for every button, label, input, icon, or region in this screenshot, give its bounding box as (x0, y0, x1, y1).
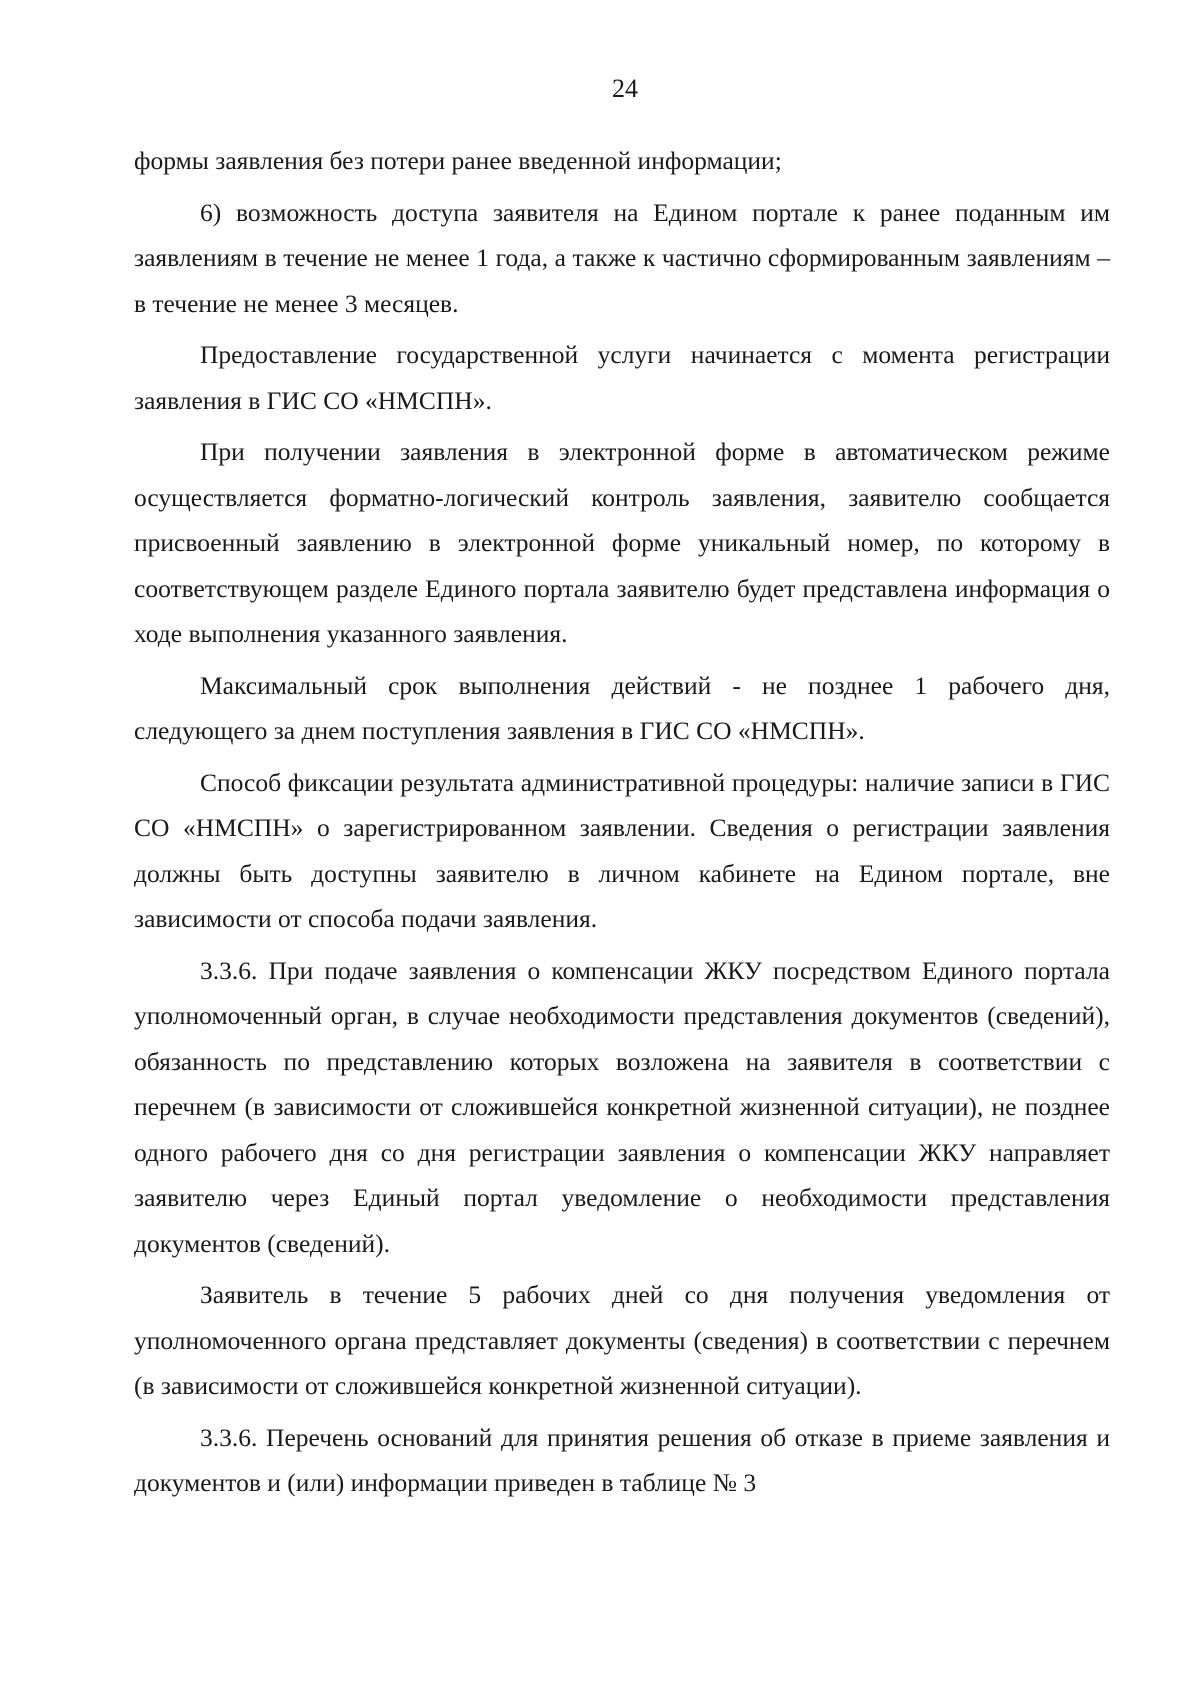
paragraph-applicant-deadline: Заявитель в течение 5 рабочих дней со дня получения уведомления от уполномоченного органа представляет документы (сведения) в соответствии с перечнем (в зависимости от сложившейся конкретной жизненной ситуации). (134, 1280, 1110, 1400)
paragraph-electronic-form: При получении заявления в электронной форме в автоматическом режиме осуществляется форматно-логический контроль заявления, заявителю сообщается присвоенный заявлению в электронной форме уникальный номер, по которому в соответствующем разделе Единого портала заявителю будет представлена информация о ходе выполнения указанного заявления. (134, 437, 1110, 648)
page-number: 24 (612, 74, 638, 103)
paragraph-section-3-3-6-refusal: 3.3.6. Перечень оснований для принятия решения об отказе в приеме заявления и документов и (или) информации приведен в таблице № 3 (134, 1422, 1110, 1497)
paragraph-access-item: 6) возможность доступа заявителя на Едином портале к ранее поданным им заявлениям в течение не менее 1 года, а также к частично сформированным заявлениям – в течение не менее 3 месяцев. (134, 197, 1110, 318)
document-body (134, 138, 1110, 1506)
paragraph-max-term: Максимальный срок выполнения действий - не позднее 1 рабочего дня, следующего за днем поступления заявления в ГИС СО «НМСПН». (134, 670, 1110, 745)
paragraph-continuation: формы заявления без потери ранее введенной информации; (134, 146, 782, 175)
paragraph-section-3-3-6-submission: 3.3.6. При подаче заявления о компенсации ЖКУ посредством Единого портала уполномоченный орган, в случае необходимости представления документов (сведений), обязанность по представлению которых возложена на заявителя в соответствии с перечнем (в зависимости от сложившейся конкретной жизненной ситуации), не позднее одного рабочего дня со дня регистрации заявления о компенсации ЖКУ направляет заявителю через Единый портал уведомление о необходимости представления документов (сведений). (134, 955, 1110, 1258)
paragraph-fixation-method: Способ фиксации результата административной процедуры: наличие записи в ГИС СО «НМСПН» о зарегистрированном заявлении. Сведения о регистрации заявления должны быть доступны заявителю в личном кабинете на Едином портале, вне зависимости от способа подачи заявления. (134, 767, 1110, 933)
paragraph-service-start: Предоставление государственной услуги начинается с момента регистрации заявления в ГИС СО «НМСПН». (134, 340, 1110, 415)
